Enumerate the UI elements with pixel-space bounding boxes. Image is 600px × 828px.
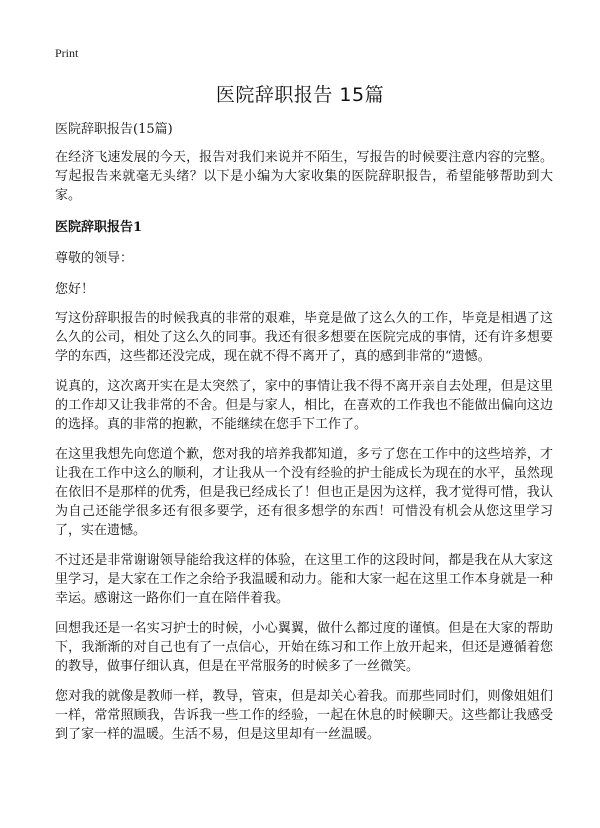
document-body: [55, 118, 553, 755]
salutation: 尊敬的领导：: [55, 251, 134, 266]
print-link[interactable]: Print: [55, 46, 79, 60]
body-paragraph: 回想我还是一名实习护士的时候，小心翼翼，做什么都过度的谨慎。但是在大家的帮助下，我渐渐的对自己也有了一点信心，开始在练习和工作上放开起来，但还是遵循着您的教导，做事仔细认真，但是在平常服务的时候多了一丝微笑。: [55, 621, 553, 674]
document-subtitle: 医院辞职报告(15篇): [55, 122, 173, 137]
body-paragraph: 不过还是非常谢谢领导能给我这样的体验，在这里工作的这段时间，都是我在从大家这里学习，是大家在工作之余给予我温暖和动力。能和大家一起在这里工作本身就是一种幸运。感谢这一路你们一直在陪伴着我。: [55, 553, 553, 606]
body-paragraph: 您对我的就像是教师一样，教导，管束，但是却关心着我。而那些同时们，则像姐姐们一样，常常照顾我，告诉我一些工作的经验，一起在休息的时候聊天。这些都让我感受到了家一样的温暖。生活不易，但是这里却有一丝温暖。: [55, 689, 553, 742]
greeting: 您好！: [55, 282, 95, 297]
body-paragraph: 写这份辞职报告的时候我真的非常的艰难，毕竟是做了这么久的工作，毕竟是相遇了这么久的公司，相处了这么久的同事。我还有很多想要在医院完成的事情，还有许多想要学的东西，这些都还没完成，现在就不得不离开了，真的感到非常的“遗憾。: [55, 311, 553, 364]
section-heading: 医院辞职报告1: [55, 220, 143, 235]
page-title: 医院辞职报告 15篇: [215, 84, 385, 106]
intro-paragraph: 在经济飞速发展的今天，报告对我们来说并不陌生，写报告的时候要注意内容的完整。写起报告来就毫无头绪？以下是小编为大家收集的医院辞职报告，希望能够帮助到大家。: [55, 150, 553, 203]
body-paragraph: 在这里我想先向您道个歉，您对我的培养我都知道，多亏了您在工作中的这些培养，才让我在工作中这么的顺利，才让我从一个没有经验的护士能成长为现在的水平，虽然现在依旧不是那样的优秀，但是我已经成长了！但也正是因为这样，我才觉得可惜，我认为自己还能学很多还有很多要学，还有很多想学的东西！可惜没有机会从您这里学习了，实在遗憾。: [55, 447, 553, 538]
body-paragraph: 说真的，这次离开实在是太突然了，家中的事情让我不得不离开亲自去处理，但是这里的工作却又让我非常的不舍。但是与家人，相比，在喜欢的工作我也不能做出偏向这边的选择。真的非常的抱歉，不能继续在您手下工作了。: [55, 379, 553, 432]
